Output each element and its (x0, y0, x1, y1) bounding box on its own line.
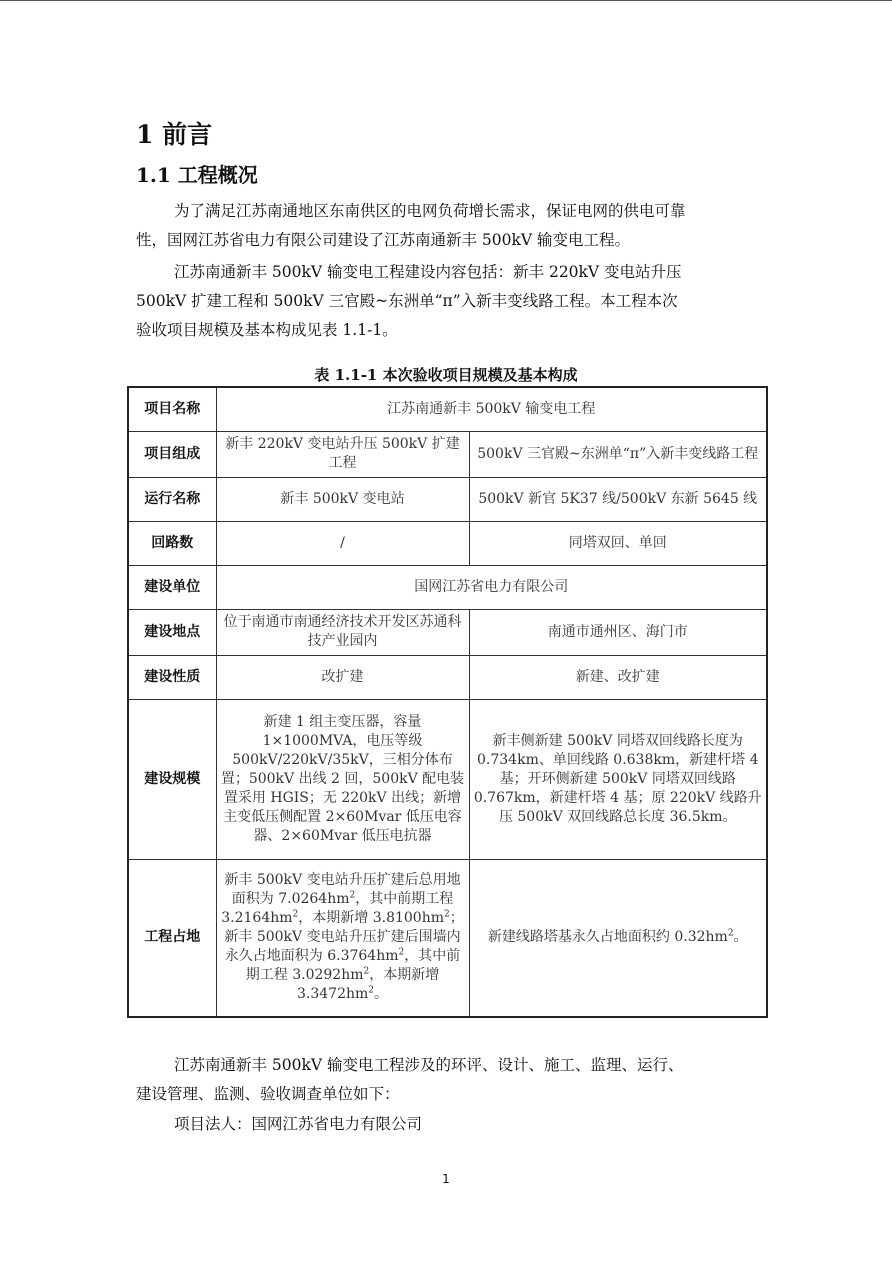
page-top-border (0, 0, 892, 1)
text-segment: ，其中前期工程 3.2164hm (221, 891, 454, 927)
table-row (128, 431, 767, 477)
text-segment: ；新丰 500kV 变电站升压扩建后围墙内永久占地面积为 6.3764hm (224, 910, 464, 965)
row-label: 回路数 (128, 521, 216, 565)
text-line: 验收项目规模及基本构成见表 1.1-1。 (136, 321, 398, 339)
cell-value: 新建 1 组主变压器，容量 1×1000MVA，电压等级 500kV/220kV/35kV，三相分体布置；500kV 出线 2 回，500kV 配电装置采用 HGIS；无 220kV 出线；新增主变低压侧配置 2×60Mvar 低压电容器、2×60Mvar 低压电抗器 (216, 699, 469, 859)
text-segment: ，本期新增 3.3472hm (296, 967, 440, 1003)
superscript: 2 (727, 928, 734, 939)
legal-person-line (136, 1110, 760, 1139)
table-caption: 表 1.1-1 本次验收项目规模及基本构成 (314, 366, 578, 384)
cell-value: 500kV 三官殿~东洲单“π”入新丰变线路工程 (469, 431, 767, 477)
row-label: 建设性质 (128, 655, 216, 699)
row-label: 项目名称 (128, 387, 216, 431)
intro-paragraph-2 (136, 258, 760, 345)
cell-value: 500kV 新官 5K37 线/500kV 东新 5645 线 (469, 477, 767, 521)
text-line: 项目法人：国网江苏省电力有限公司 (174, 1115, 423, 1133)
superscript: 2 (398, 947, 405, 958)
superscript: 2 (444, 909, 450, 920)
superscript: 2 (368, 985, 374, 996)
cell-value (469, 859, 767, 1017)
table-row (128, 521, 767, 565)
table-row (128, 699, 767, 859)
superscript: 2 (292, 909, 299, 920)
page-number: 1 (442, 1172, 450, 1186)
text-line: 江苏南通新丰 500kV 输变电工程涉及的环评、设计、施工、监理、运行、 (174, 1056, 684, 1074)
cell-value: 国网江苏省电力有限公司 (216, 565, 767, 609)
cell-value: 位于南通市南通经济技术开发区苏通科技产业园内 (216, 609, 469, 655)
text-line: 建设管理、监测、验收调查单位如下： (136, 1085, 400, 1103)
cell-value (216, 859, 469, 1017)
text-segment: 。 (733, 929, 748, 946)
superscript: 2 (349, 890, 356, 901)
row-label: 建设地点 (128, 609, 216, 655)
text-line: 江苏南通新丰 500kV 输变电工程建设内容包括：新丰 220kV 变电站升压 (174, 263, 682, 281)
text-segment: 新建线路塔基永久占地面积约 0.32hm (487, 929, 728, 946)
units-paragraph (136, 1051, 760, 1109)
table-row (128, 655, 767, 699)
cell-value: 新丰 220kV 变电站升压 500kV 扩建工程 (216, 431, 469, 477)
text-line: 500kV 扩建工程和 500kV 三官殿~东洲单“π”入新丰变线路工程。本工程本次 (136, 292, 678, 310)
table-row (128, 609, 767, 655)
row-label: 建设单位 (128, 565, 216, 609)
text-line: 为了满足江苏南通地区东南供区的电网负荷增长需求，保证电网的供电可靠 (174, 202, 686, 220)
cell-value: 江苏南通新丰 500kV 输变电工程 (216, 387, 767, 431)
text-line: 性，国网江苏省电力有限公司建设了江苏南通新丰 500kV 输变电工程。 (136, 231, 631, 249)
text-segment: 。 (374, 986, 388, 1003)
row-label: 建设规模 (128, 699, 216, 859)
text-segment: ，本期新增 3.8100hm (298, 910, 444, 927)
cell-value: 新建、改扩建 (469, 655, 767, 699)
project-scale-table (127, 386, 768, 1018)
row-label: 工程占地 (128, 859, 216, 1017)
heading-level-2: 1.1 工程概况 (136, 163, 258, 187)
cell-value: 改扩建 (216, 655, 469, 699)
table-row (128, 565, 767, 609)
cell-value: 南通市通州区、海门市 (469, 609, 767, 655)
heading-level-1: 1 前言 (136, 120, 213, 149)
cell-value: 新丰 500kV 变电站 (216, 477, 469, 521)
text-segment: 新丰 500kV 变电站升压扩建后总用地面积为 7.0264hm (224, 872, 461, 908)
text-segment: ，其中前期工程 3.0292hm (245, 948, 461, 984)
row-label: 项目组成 (128, 431, 216, 477)
table-row (128, 387, 767, 431)
row-label: 运行名称 (128, 477, 216, 521)
table-row (128, 859, 767, 1017)
cell-value: 新丰侧新建 500kV 同塔双回线路长度为 0.734km、单回线路 0.638km，新建杆塔 4 基；开环侧新建 500kV 同塔双回线路 0.767km，新建杆塔 4 基；原 220kV 线路升压 500kV 双回线路总长度 36.5km。 (469, 699, 767, 859)
cell-value: / (216, 521, 469, 565)
superscript: 2 (363, 966, 370, 977)
table-row (128, 477, 767, 521)
cell-value: 同塔双回、单回 (469, 521, 767, 565)
intro-paragraph-1 (136, 197, 760, 255)
